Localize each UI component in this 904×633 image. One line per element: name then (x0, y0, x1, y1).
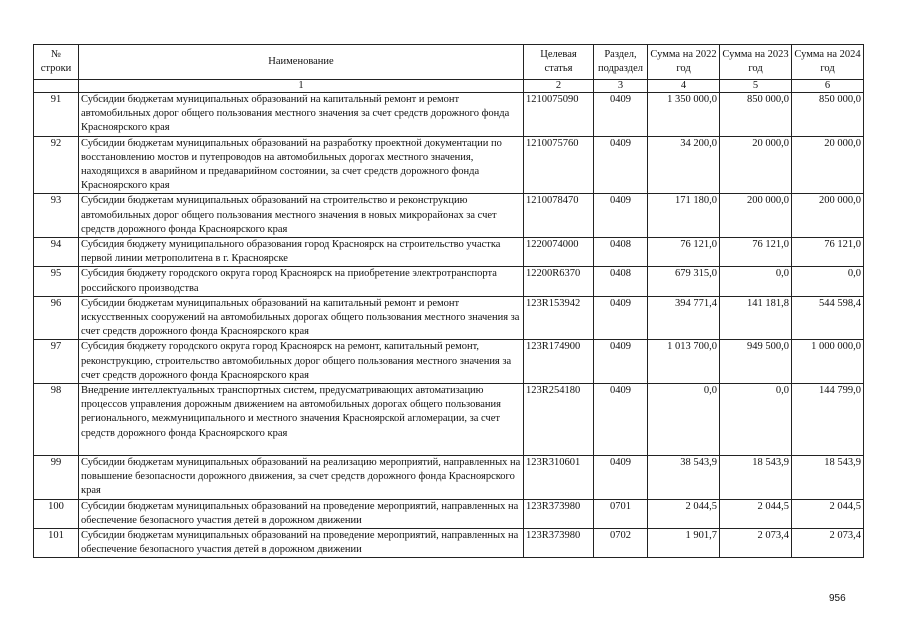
table-row (34, 340, 864, 384)
table-row (34, 456, 864, 500)
row-sum-2022: 2 044,5 (648, 499, 720, 528)
row-sum-2024: 20 000,0 (792, 136, 864, 194)
row-name: Субсидия бюджету городского округа город Красноярск на ремонт, капитальный ремонт, реконструкцию, строительство автомобильных дорог общего пользования местного значения за счет средств дорожного фонда Красноярского края (79, 340, 524, 384)
row-sum-2023: 18 543,9 (720, 456, 792, 500)
row-section: 0409 (594, 456, 648, 500)
row-sum-2022: 1 350 000,0 (648, 93, 720, 137)
row-section: 0409 (594, 340, 648, 384)
row-sum-2023: 2 044,5 (720, 499, 792, 528)
column-number: 5 (720, 80, 792, 93)
row-name: Субсидии бюджетам муниципальных образований на капитальный ремонт и ремонт автомобильных дорог общего пользования местного значения за счет средств дорожного фонда Красноярского края (79, 93, 524, 137)
row-sum-2023: 200 000,0 (720, 194, 792, 238)
row-sum-2022: 679 315,0 (648, 267, 720, 296)
table-row (34, 93, 864, 137)
row-sum-2023: 949 500,0 (720, 340, 792, 384)
row-sum-2024: 0,0 (792, 267, 864, 296)
column-number: 6 (792, 80, 864, 93)
row-sum-2022: 76 121,0 (648, 238, 720, 267)
row-sum-2024: 1 000 000,0 (792, 340, 864, 384)
table-row (34, 384, 864, 456)
row-number: 101 (34, 529, 79, 558)
row-name: Субсидии бюджетам муниципальных образований на капитальный ремонт и ремонт искусственных сооружений на автомобильных дорогах общего пользования местного значения за счет средств дорожного фонда Красноярского края (79, 296, 524, 340)
row-number: 93 (34, 194, 79, 238)
row-target-article: 1220074000 (524, 238, 594, 267)
row-name: Субсидии бюджетам муниципальных образований на проведение мероприятий, направленных на обеспечение безопасного участия детей в дорожном движении (79, 499, 524, 528)
table-row (34, 136, 864, 194)
row-section: 0408 (594, 238, 648, 267)
column-number (34, 80, 79, 93)
row-target-article: 123R254180 (524, 384, 594, 456)
row-sum-2023: 20 000,0 (720, 136, 792, 194)
row-sum-2024: 2 044,5 (792, 499, 864, 528)
row-name: Субсидии бюджетам муниципальных образований на реализацию мероприятий, направленных на повышение безопасности дорожного движения, за счет средств дорожного фонда Красноярского края (79, 456, 524, 500)
row-sum-2024: 76 121,0 (792, 238, 864, 267)
row-section: 0409 (594, 384, 648, 456)
row-sum-2023: 0,0 (720, 267, 792, 296)
row-number: 98 (34, 384, 79, 456)
row-target-article: 123R153942 (524, 296, 594, 340)
column-number: 3 (594, 80, 648, 93)
budget-table (33, 44, 864, 558)
row-sum-2022: 1 901,7 (648, 529, 720, 558)
row-target-article: 1210078470 (524, 194, 594, 238)
column-number: 4 (648, 80, 720, 93)
row-number: 95 (34, 267, 79, 296)
row-section: 0409 (594, 136, 648, 194)
row-sum-2024: 18 543,9 (792, 456, 864, 500)
row-section: 0702 (594, 529, 648, 558)
row-name: Субсидии бюджетам муниципальных образований на строительство и реконструкцию автомобильных дорог общего пользования местного значения в новых микрорайонах за счет средств дорожного фонда Красноярского края (79, 194, 524, 238)
row-target-article: 12200R6370 (524, 267, 594, 296)
row-sum-2022: 1 013 700,0 (648, 340, 720, 384)
header-name: Наименование (79, 45, 524, 80)
row-number: 91 (34, 93, 79, 137)
header-target-article: Целевая статья (524, 45, 594, 80)
table-row (34, 499, 864, 528)
column-number: 1 (79, 80, 524, 93)
row-section: 0409 (594, 93, 648, 137)
row-number: 97 (34, 340, 79, 384)
row-target-article: 1210075090 (524, 93, 594, 137)
table-row (34, 267, 864, 296)
header-sum-2024: Сумма на 2024 год (792, 45, 864, 80)
header-section: Раздел, подраздел (594, 45, 648, 80)
row-name: Субсидия бюджету городского округа город Красноярск на приобретение электротранспорта российского производства (79, 267, 524, 296)
row-section: 0701 (594, 499, 648, 528)
row-sum-2023: 76 121,0 (720, 238, 792, 267)
row-sum-2024: 144 799,0 (792, 384, 864, 456)
row-sum-2024: 2 073,4 (792, 529, 864, 558)
header-sum-2022: Сумма на 2022 год (648, 45, 720, 80)
row-section: 0408 (594, 267, 648, 296)
table-row (34, 296, 864, 340)
header-row-number: № строки (34, 45, 79, 80)
row-sum-2022: 0,0 (648, 384, 720, 456)
row-target-article: 123R310601 (524, 456, 594, 500)
row-sum-2023: 2 073,4 (720, 529, 792, 558)
row-sum-2023: 0,0 (720, 384, 792, 456)
row-target-article: 123R373980 (524, 529, 594, 558)
row-sum-2024: 200 000,0 (792, 194, 864, 238)
column-number-row (34, 80, 864, 93)
row-sum-2024: 544 598,4 (792, 296, 864, 340)
row-target-article: 123R174900 (524, 340, 594, 384)
row-number: 92 (34, 136, 79, 194)
row-name: Субсидии бюджетам муниципальных образований на проведение мероприятий, направленных на обеспечение безопасного участия детей в дорожном движении (79, 529, 524, 558)
row-section: 0409 (594, 296, 648, 340)
header-sum-2023: Сумма на 2023 год (720, 45, 792, 80)
column-number: 2 (524, 80, 594, 93)
row-target-article: 1210075760 (524, 136, 594, 194)
row-sum-2023: 141 181,8 (720, 296, 792, 340)
row-number: 99 (34, 456, 79, 500)
row-name: Внедрение интеллектуальных транспортных систем, предусматривающих автоматизацию процессов управления дорожным движением на автомобильных дорогах общего пользования регионального, межмуниципального и местного значения Красноярской агломерации, за счет средств дорожного фонда Красноярского края (79, 384, 524, 456)
row-sum-2022: 394 771,4 (648, 296, 720, 340)
row-number: 100 (34, 499, 79, 528)
row-sum-2022: 38 543,9 (648, 456, 720, 500)
row-name: Субсидии бюджетам муниципальных образований на разработку проектной документации по восстановлению мостов и путепроводов на автомобильных дорогах местного значения, находящихся в аварийном и предаварийном состоянии, за счет средств дорожного фонда Красноярского края (79, 136, 524, 194)
row-section: 0409 (594, 194, 648, 238)
row-sum-2023: 850 000,0 (720, 93, 792, 137)
row-sum-2022: 34 200,0 (648, 136, 720, 194)
row-number: 96 (34, 296, 79, 340)
row-sum-2022: 171 180,0 (648, 194, 720, 238)
row-target-article: 123R373980 (524, 499, 594, 528)
page-number: 956 (829, 593, 846, 604)
table-row (34, 194, 864, 238)
row-number: 94 (34, 238, 79, 267)
row-name: Субсидия бюджету муниципального образования город Красноярск на строительство участка первой линии метрополитена в г. Красноярске (79, 238, 524, 267)
row-sum-2024: 850 000,0 (792, 93, 864, 137)
table-row (34, 238, 864, 267)
table-row (34, 529, 864, 558)
header-row (34, 45, 864, 80)
